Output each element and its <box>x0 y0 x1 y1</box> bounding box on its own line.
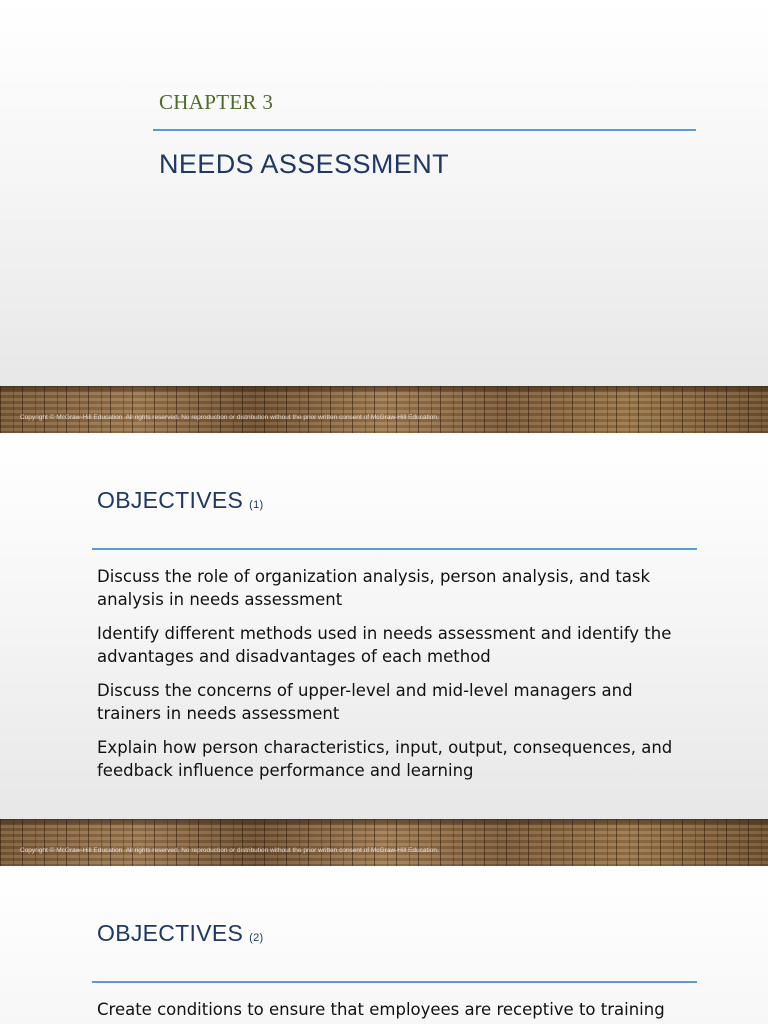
slide-title <box>97 487 264 514</box>
objective-item: Discuss the concerns of upper-level and mid-level managers and trainers in needs assessment <box>97 681 633 723</box>
slide-title <box>97 920 264 947</box>
objectives-list <box>97 565 677 793</box>
chapter-label: CHAPTER 3 <box>159 90 274 114</box>
slide-title-text: OBJECTIVES <box>97 487 244 513</box>
slide-title-part-number: (2) <box>249 932 264 944</box>
wood-floor-footer <box>0 386 768 433</box>
copyright-notice: Copyright © McGraw-Hill Education. All rights reserved. No reproduction or distribution without the prior written consent of McGraw-Hill Education. <box>20 414 439 421</box>
objectives-list <box>97 998 677 1024</box>
objective-item: Identify different methods used in needs assessment and identify the advantages and disadvantages of each method <box>97 624 672 666</box>
slide-title-part-number: (1) <box>249 499 264 511</box>
slide-objectives-1 <box>0 434 768 866</box>
slide-title-text: OBJECTIVES <box>97 920 244 946</box>
title-divider <box>92 981 697 983</box>
chapter-title: NEEDS ASSESSMENT <box>159 149 449 179</box>
title-divider <box>153 129 696 131</box>
objective-item: Discuss the role of organization analysis, person analysis, and task analysis in needs assessment <box>97 567 651 609</box>
objective-item: Explain how person characteristics, input, output, consequences, and feedback influence performance and learning <box>97 738 673 780</box>
objective-item: Create conditions to ensure that employees are receptive to training <box>97 1000 665 1019</box>
title-divider <box>92 548 697 550</box>
wood-floor-footer <box>0 819 768 866</box>
slide-objectives-2 <box>0 867 768 1024</box>
slide-title <box>0 0 768 433</box>
copyright-notice: Copyright © McGraw-Hill Education. All rights reserved. No reproduction or distribution without the prior written consent of McGraw-Hill Education. <box>20 847 439 854</box>
